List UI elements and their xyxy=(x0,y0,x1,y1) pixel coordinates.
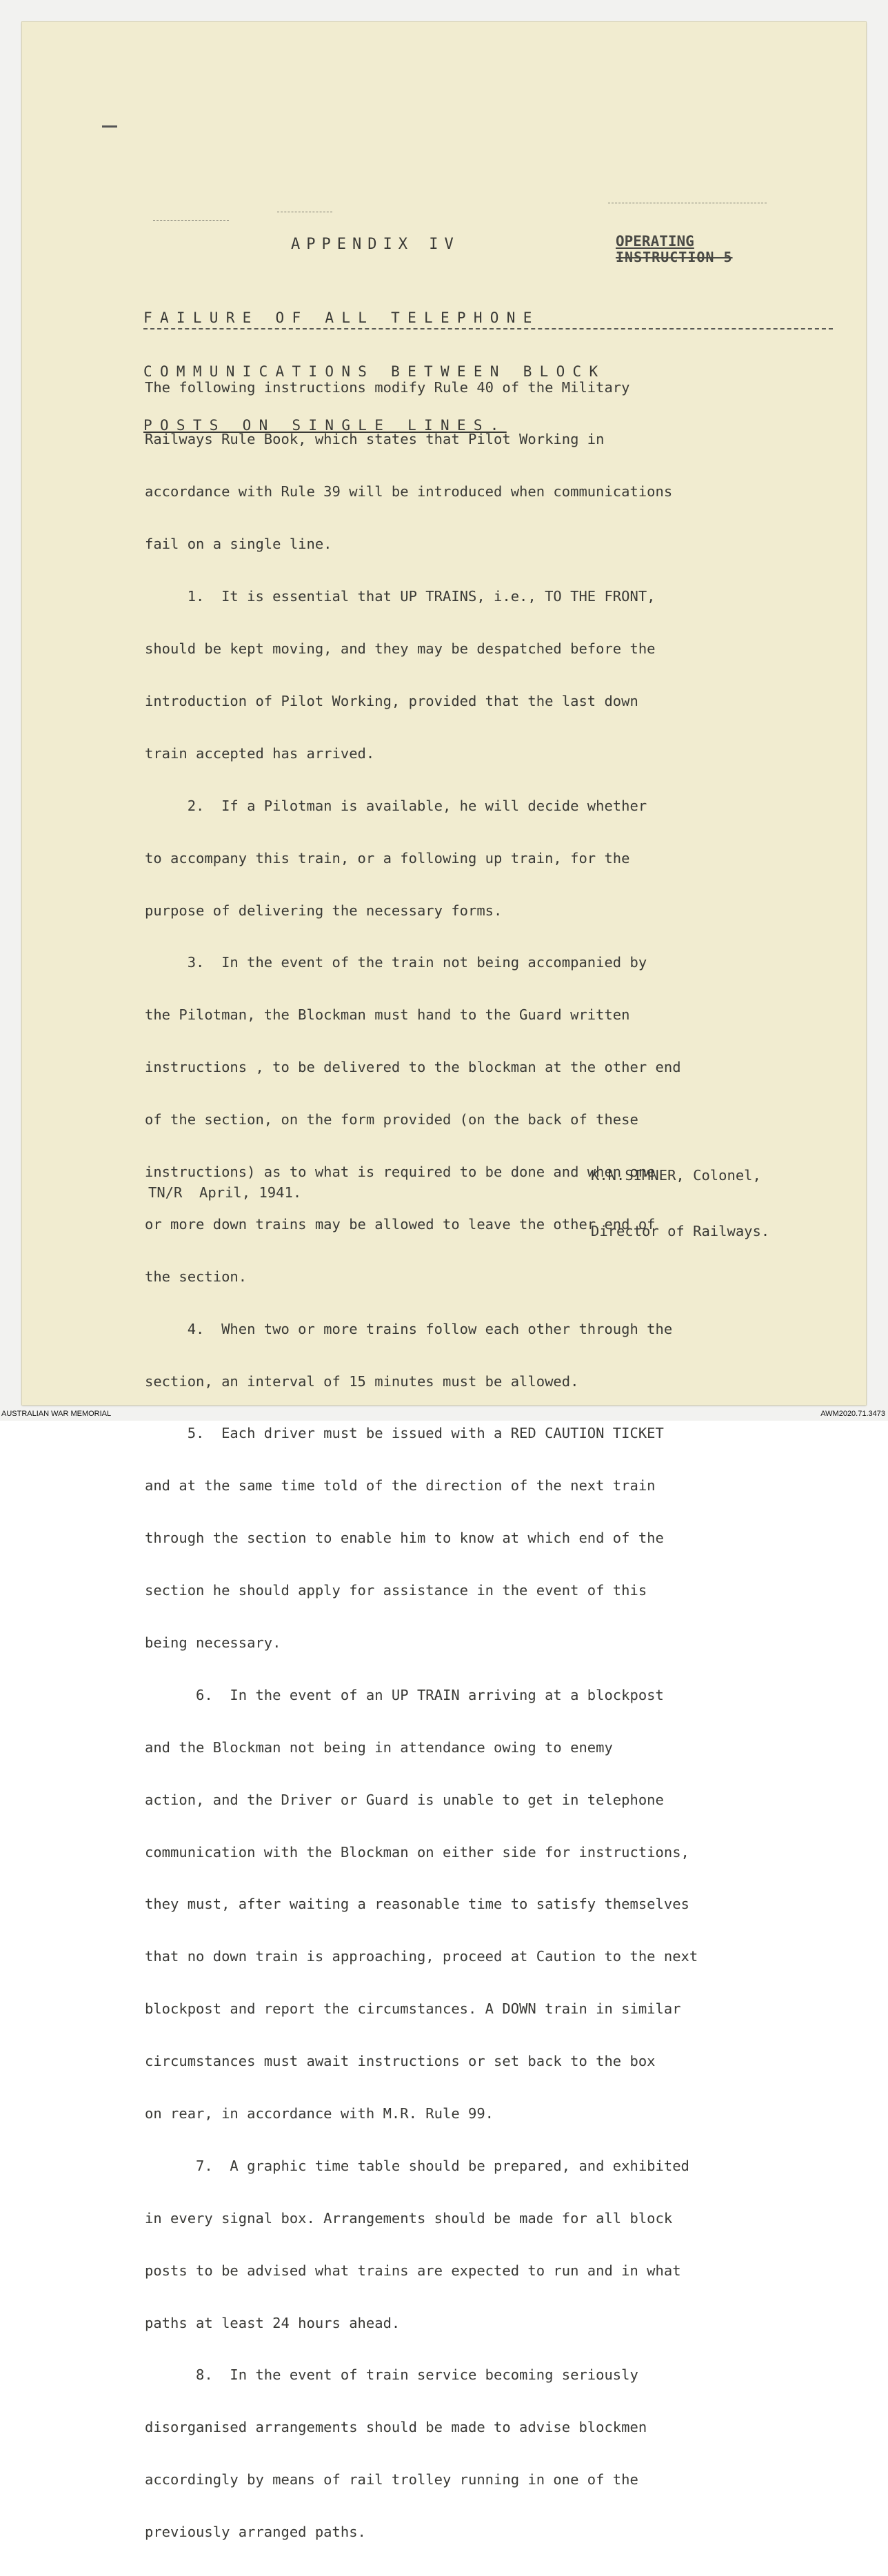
body-line: 2. If a Pilotman is available, he will decide whether xyxy=(145,797,647,814)
stamp-line-1: OPERATING xyxy=(616,233,694,250)
body-line: on rear, in accordance with M.R. Rule 99. xyxy=(145,2105,494,2122)
body-line: 8. In the event of train service becoming seriously xyxy=(145,2366,638,2384)
body-line: Railways Rule Book, which states that Pilot Working in xyxy=(145,431,605,448)
body-line: train accepted has arrived. xyxy=(145,744,375,762)
body-line: the section. xyxy=(145,1268,248,1285)
body-line: being necessary. xyxy=(145,1634,281,1651)
body-line: communication with the Blockman on either side for instructions, xyxy=(145,1843,689,1860)
faded-rule-fragment xyxy=(277,212,332,213)
body-line: instructions) as to what is required to be done and when one xyxy=(145,1163,656,1180)
body-line: accordance with Rule 39 will be introduced when communications xyxy=(145,483,673,500)
body-line: paths at least 24 hours ahead. xyxy=(145,2314,401,2331)
title-line: POSTS ON SINGLE LINES. xyxy=(143,417,507,434)
body-line: to accompany this train, or a following up train, for the xyxy=(145,849,630,866)
signature-block xyxy=(591,1129,769,1278)
body-line: in every signal box. Arrangements should be made for all block xyxy=(145,2209,673,2227)
body-line: The following instructions modify Rule 40 of the Military xyxy=(145,378,630,396)
body-line: of the section, on the form provided (on the back of these xyxy=(145,1111,638,1128)
body-line: fail on a single line. xyxy=(145,536,332,553)
body-line: 1. It is essential that UP TRAINS, i.e., TO THE FRONT, xyxy=(145,588,656,605)
body-line: previously arranged paths. xyxy=(145,2524,366,2541)
body-line: 3. In the event of the train not being accompanied by xyxy=(145,954,647,971)
body-line: and the Blockman not being in attendance owing to enemy xyxy=(145,1738,613,1756)
body-line: instructions , to be delivered to the blockman at the other end xyxy=(145,1059,681,1076)
body-line: through the section to enable him to know at which end of the xyxy=(145,1530,664,1547)
body-line: posts to be advised what trains are expected to run and in what xyxy=(145,2262,681,2279)
title-line: COMMUNICATIONS BETWEEN BLOCK xyxy=(143,363,606,380)
body-line: or more down trains may be allowed to leave the other end of xyxy=(145,1215,656,1233)
body-line: circumstances must await instructions or set back to the box xyxy=(145,2053,656,2070)
title-divider xyxy=(143,328,833,329)
faded-rule-fragment xyxy=(153,220,229,221)
body-line: that no down train is approaching, proceed at Caution to the next xyxy=(145,1948,698,1965)
body-line: action, and the Driver or Guard is unable to get in telephone xyxy=(145,1791,664,1808)
body-line: accordingly by means of rail trolley running in one of the xyxy=(145,2471,638,2488)
title-line: FAILURE OF ALL TELEPHONE xyxy=(143,310,540,326)
footer-right: AWM2020.71.3473 xyxy=(820,1410,885,1418)
body-line: 7. A graphic time table should be prepared, and exhibited xyxy=(145,2157,689,2174)
instruction-body xyxy=(145,344,841,2576)
body-line: the Pilotman, the Blockman must hand to the Guard written xyxy=(145,1006,630,1024)
operating-instruction-stamp xyxy=(616,234,733,265)
body-line: blockpost and report the circumstances. A DOWN train in similar xyxy=(145,2000,681,2018)
pencil-mark xyxy=(102,125,117,128)
signature-name: K.N.SIMNER, Colonel, xyxy=(591,1167,761,1184)
body-line: introduction of Pilot Working, provided that the last down xyxy=(145,692,638,709)
body-line: disorganised arrangements should be made to advise blockmen xyxy=(145,2419,647,2436)
body-line: 6. In the event of an UP TRAIN arriving at a blockpost xyxy=(145,1686,664,1703)
reference-date: TN/R April, 1941. xyxy=(148,1184,302,1201)
stamp-line-2: INSTRUCTION 5 xyxy=(616,249,733,265)
body-line: purpose of delivering the necessary forms. xyxy=(145,902,503,919)
body-line: section he should apply for assistance in the event of this xyxy=(145,1582,647,1599)
body-line: 5. Each driver must be issued with a RED CAUTION TICKET xyxy=(145,1425,664,1442)
body-line: and at the same time told of the direction of the next train xyxy=(145,1477,656,1494)
footer-left: AUSTRALIAN WAR MEMORIAL xyxy=(1,1410,112,1418)
body-line: 4. When two or more trains follow each other through the xyxy=(145,1320,673,1337)
body-line: they must, after waiting a reasonable time to satisfy themselves xyxy=(145,1896,689,1913)
appendix-heading: APPENDIX IV xyxy=(291,236,460,253)
signature-title: Director of Railways. xyxy=(591,1223,770,1239)
faded-rule-fragment xyxy=(608,203,767,204)
body-line: section, an interval of 15 minutes must be allowed. xyxy=(145,1372,579,1390)
body-line: should be kept moving, and they may be despatched before the xyxy=(145,640,656,658)
